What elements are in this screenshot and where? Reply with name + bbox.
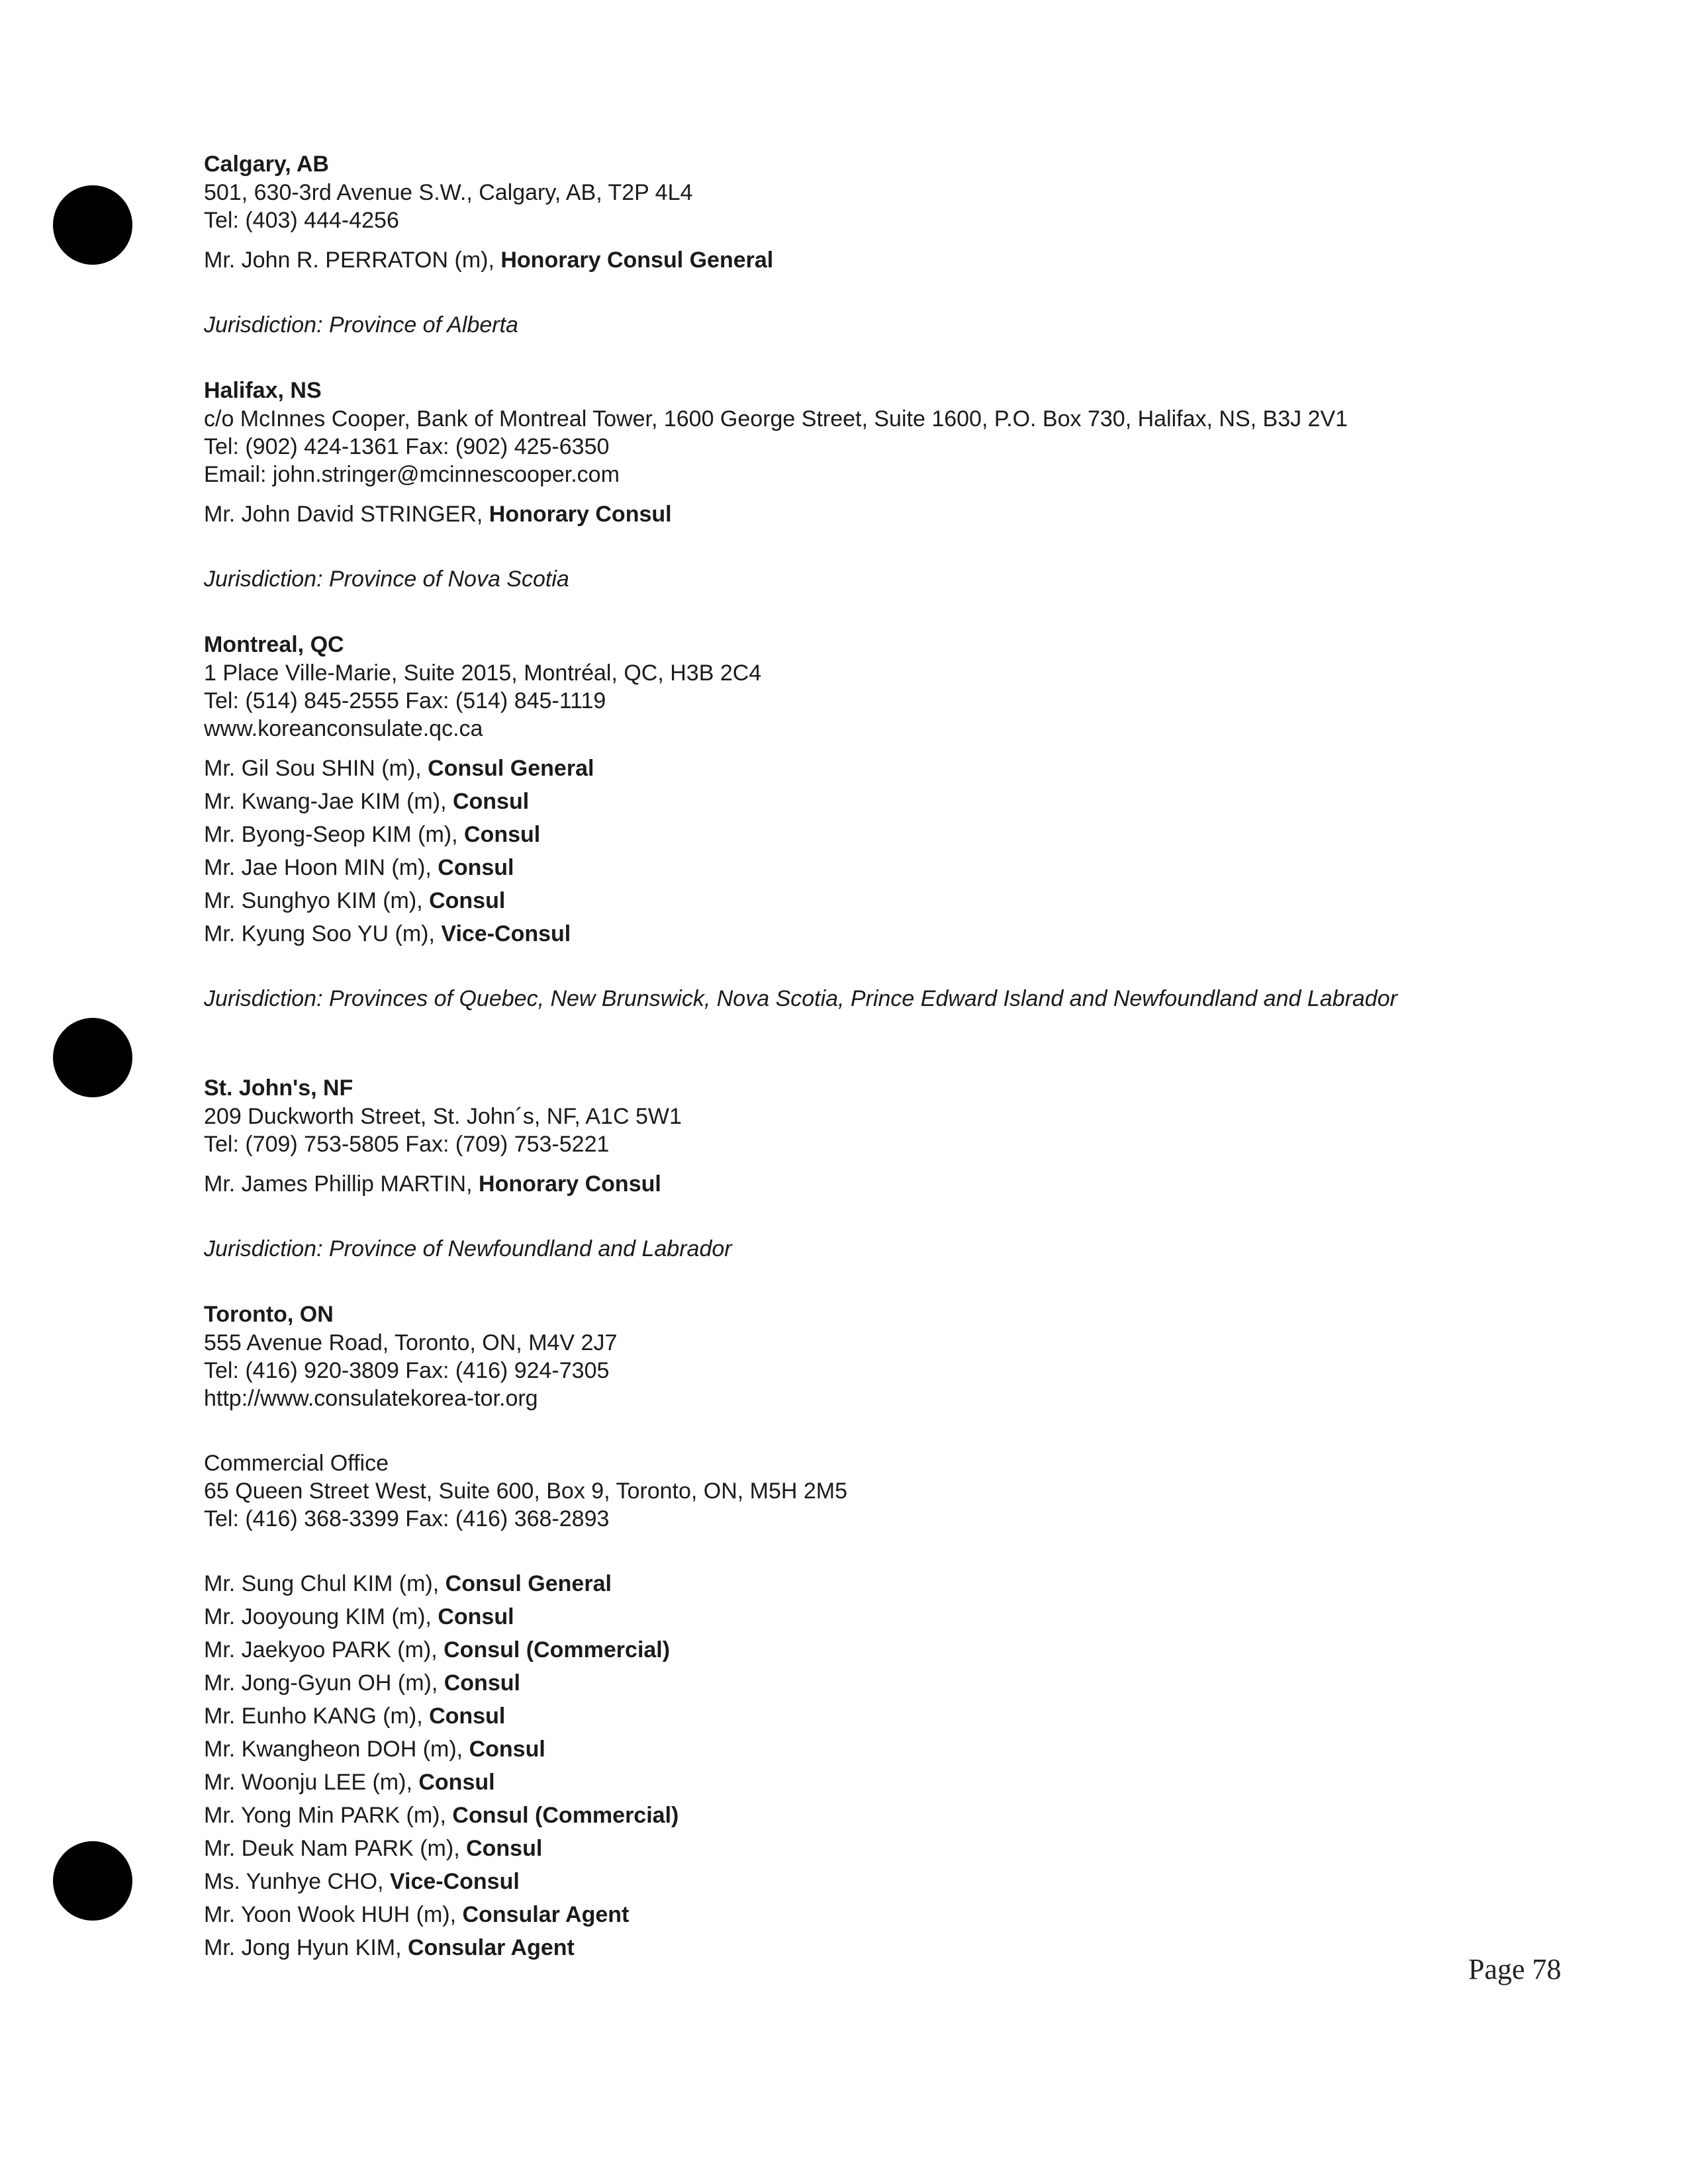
address-line: 1 Place Ville-Marie, Suite 2015, Montréal, QC, H3B 2C4 <box>204 660 762 686</box>
section-heading: Halifax, NS <box>204 378 322 403</box>
phone-line: Tel: (403) 444-4256 <box>204 208 399 233</box>
section-heading: St. John's, NF <box>204 1075 353 1101</box>
person-title: Consul <box>429 1704 506 1729</box>
website-line: www.koreanconsulate.qc.ca <box>204 716 483 741</box>
person-entry <box>204 1700 1528 1733</box>
person-title: Vice-Consul <box>441 921 571 946</box>
person-title: Honorary Consul <box>489 502 672 527</box>
person-entry <box>204 1865 1528 1898</box>
person-title: Consular Agent <box>408 1935 575 1960</box>
person-entry <box>204 1766 1528 1799</box>
person-title: Consul <box>444 1670 520 1696</box>
section-heading: Toronto, ON <box>204 1302 334 1327</box>
consulate-section-st-johns <box>204 1073 1528 1263</box>
jurisdiction-note: Jurisdiction: Province of Alberta <box>204 312 518 338</box>
punch-hole <box>53 185 132 265</box>
person-title: Consul General <box>445 1571 612 1596</box>
person-title: Consular Agent <box>462 1902 630 1927</box>
person-title: Consul (Commercial) <box>452 1803 679 1828</box>
person-title: Consul <box>418 1770 495 1795</box>
person-entry <box>204 1931 1528 1964</box>
address-line: c/o McInnes Cooper, Bank of Montreal Tower, 1600 George Street, Suite 1600, P.O. Box 730, Halifax, NS, B3J 2V1 <box>204 406 1348 432</box>
person-name: Mr. Kyung Soo YU (m), <box>204 921 442 946</box>
person-entry <box>204 1600 1528 1633</box>
address-line: 501, 630-3rd Avenue S.W., Calgary, AB, T2P 4L4 <box>204 180 693 205</box>
person-name: Mr. Sunghyo KIM (m), <box>204 888 430 913</box>
person-title: Honorary Consul General <box>500 248 774 273</box>
person-entry <box>204 498 1528 531</box>
phone-line: Tel: (514) 845-2555 Fax: (514) 845-1119 <box>204 688 606 713</box>
person-title: Consul <box>464 822 541 847</box>
office-phone-line: Tel: (416) 368-3399 Fax: (416) 368-2893 <box>204 1506 610 1531</box>
phone-line: Tel: (416) 920-3809 Fax: (416) 924-7305 <box>204 1358 610 1383</box>
person-name: Mr. Yoon Wook HUH (m), <box>204 1902 463 1927</box>
office-address-line: 65 Queen Street West, Suite 600, Box 9, Toronto, ON, M5H 2M5 <box>204 1479 848 1504</box>
person-entry <box>204 818 1528 851</box>
person-entry <box>204 1567 1528 1600</box>
phone-line: Tel: (709) 753-5805 Fax: (709) 753-5221 <box>204 1132 610 1157</box>
section-heading: Montreal, QC <box>204 632 344 657</box>
person-entry <box>204 1799 1528 1832</box>
person-title: Consul <box>438 1604 514 1629</box>
consulate-section-halifax <box>204 376 1528 593</box>
person-name: Mr. Jaekyoo PARK (m), <box>204 1637 444 1662</box>
person-entry <box>204 1167 1528 1201</box>
person-name: Mr. Gil Sou SHIN (m), <box>204 756 428 781</box>
email-line: Email: john.stringer@mcinnescooper.com <box>204 462 620 487</box>
page-number: Page 78 <box>1468 1953 1562 1985</box>
person-name: Mr. Sung Chul KIM (m), <box>204 1571 445 1596</box>
person-name: Mr. Jooyoung KIM (m), <box>204 1604 438 1629</box>
person-entry <box>204 917 1528 950</box>
address-line: 209 Duckworth Street, St. John´s, NF, A1C 5W1 <box>204 1104 682 1129</box>
person-entry <box>204 752 1528 785</box>
person-name: Mr. Jong-Gyun OH (m), <box>204 1670 444 1696</box>
person-name: Ms. Yunhye CHO, <box>204 1869 390 1894</box>
person-name: Mr. Deuk Nam PARK (m), <box>204 1836 467 1861</box>
person-name: Mr. Byong-Seop KIM (m), <box>204 822 464 847</box>
office-label: Commercial Office <box>204 1451 389 1476</box>
person-name: Mr. Kwangheon DOH (m), <box>204 1737 469 1762</box>
person-entry <box>204 884 1528 917</box>
person-entry <box>204 851 1528 884</box>
punch-hole <box>53 1018 132 1097</box>
person-name: Mr. Woonju LEE (m), <box>204 1770 419 1795</box>
person-name: Mr. John David STRINGER, <box>204 502 489 527</box>
address-line: 555 Avenue Road, Toronto, ON, M4V 2J7 <box>204 1330 618 1355</box>
section-heading: Calgary, AB <box>204 152 329 177</box>
person-title: Consul General <box>428 756 594 781</box>
person-name: Mr. Jae Hoon MIN (m), <box>204 855 438 880</box>
person-title: Consul <box>438 855 514 880</box>
person-name: Mr. Jong Hyun KIM, <box>204 1935 408 1960</box>
person-title: Honorary Consul <box>479 1171 661 1197</box>
punch-hole <box>53 1841 132 1921</box>
website-line: http://www.consulatekorea-tor.org <box>204 1386 538 1411</box>
person-name: Mr. Yong Min PARK (m), <box>204 1803 453 1828</box>
jurisdiction-note: Jurisdiction: Provinces of Quebec, New Brunswick, Nova Scotia, Prince Edward Island and Newfoundland and Labrador <box>204 986 1397 1011</box>
person-title: Vice-Consul <box>389 1869 520 1894</box>
person-entry <box>204 1633 1528 1666</box>
person-entry <box>204 1832 1528 1865</box>
person-entry <box>204 244 1528 277</box>
person-name: Mr. Kwang-Jae KIM (m), <box>204 789 453 814</box>
consulate-section-calgary <box>204 150 1528 339</box>
person-title: Consul <box>469 1737 545 1762</box>
person-title: Consul <box>429 888 506 913</box>
person-entry <box>204 1666 1528 1700</box>
person-title: Consul <box>452 789 530 814</box>
jurisdiction-note: Jurisdiction: Province of Newfoundland and Labrador <box>204 1236 732 1261</box>
consulate-section-toronto <box>204 1300 1528 1964</box>
person-title: Consul (Commercial) <box>444 1637 671 1662</box>
document-body <box>204 150 1528 1964</box>
phone-line: Tel: (902) 424-1361 Fax: (902) 425-6350 <box>204 434 610 459</box>
person-name: Mr. Eunho KANG (m), <box>204 1704 430 1729</box>
person-entry <box>204 785 1528 818</box>
person-name: Mr. John R. PERRATON (m), <box>204 248 501 273</box>
person-name: Mr. James Phillip MARTIN, <box>204 1171 479 1197</box>
person-entry <box>204 1733 1528 1766</box>
jurisdiction-note: Jurisdiction: Province of Nova Scotia <box>204 567 569 592</box>
person-title: Consul <box>466 1836 543 1861</box>
person-entry <box>204 1898 1528 1931</box>
consulate-section-montreal <box>204 630 1528 1013</box>
